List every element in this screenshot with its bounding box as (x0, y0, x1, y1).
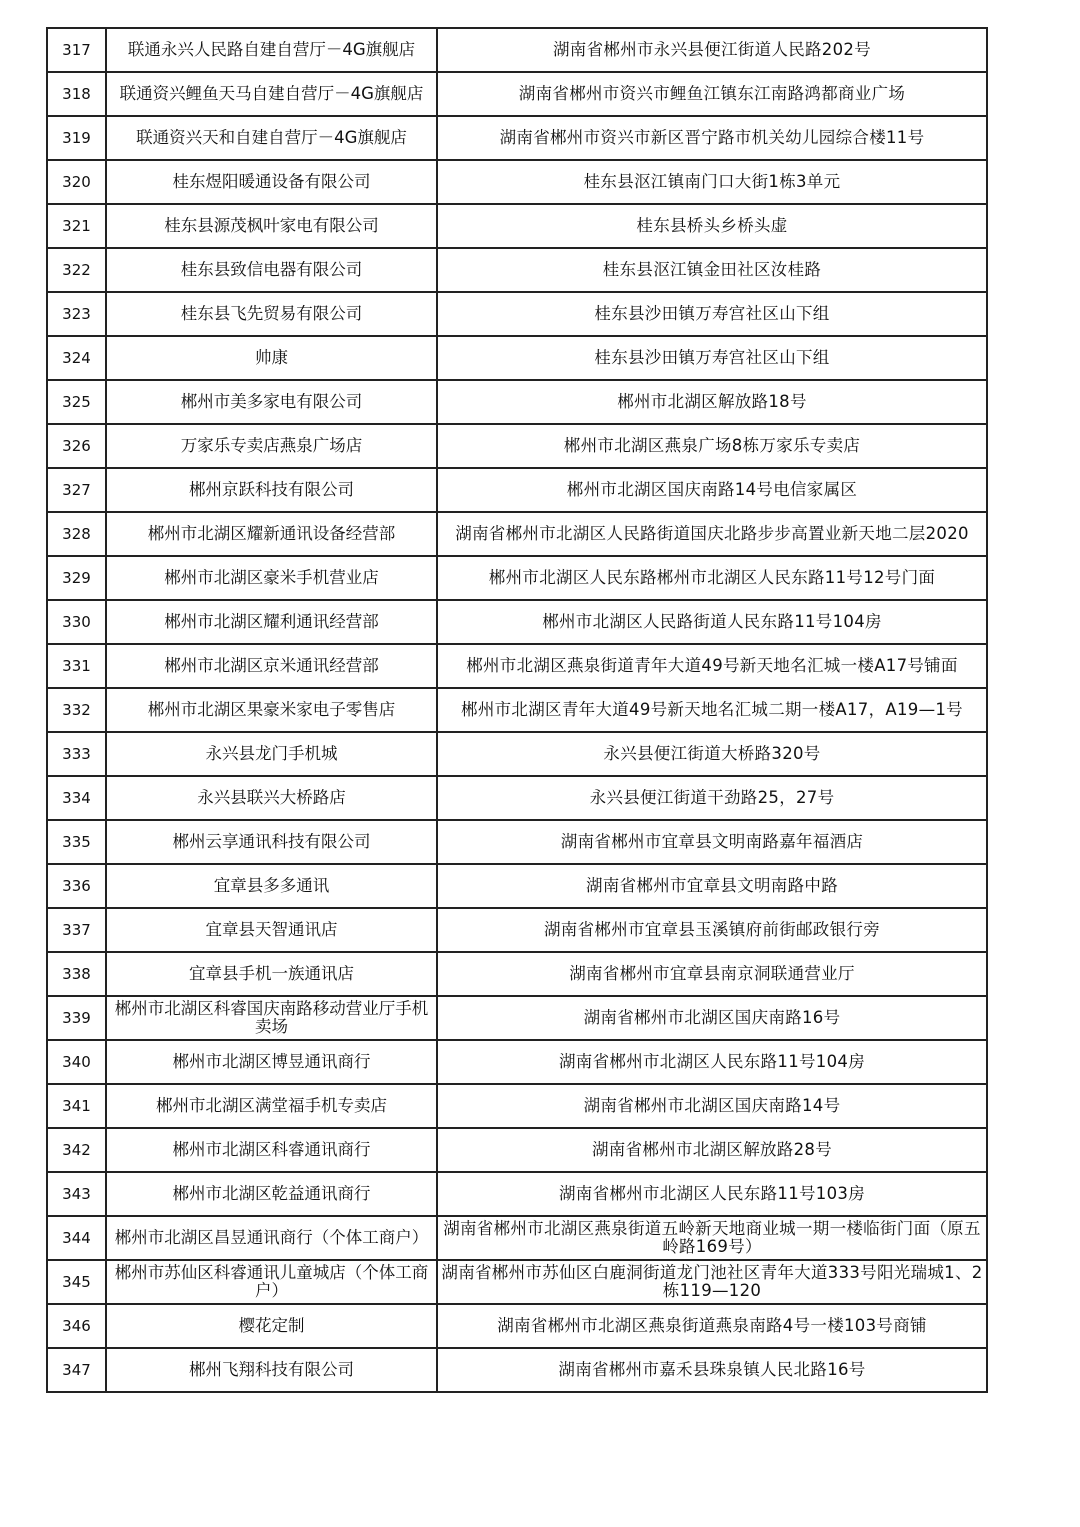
table-row (47, 424, 987, 468)
row-number-cell: 321 (47, 204, 106, 248)
store-address-cell: 湖南省郴州市北湖区人民东路11号103房 (437, 1172, 987, 1216)
row-number-cell: 320 (47, 160, 106, 204)
row-number-cell: 336 (47, 864, 106, 908)
store-name-cell: 桂东县飞先贸易有限公司 (106, 292, 437, 336)
table-row (47, 116, 987, 160)
store-address-cell: 桂东县沙田镇万寿宫社区山下组 (437, 336, 987, 380)
store-name-cell: 桂东煜阳暖通设备有限公司 (106, 160, 437, 204)
store-name-cell: 万家乐专卖店燕泉广场店 (106, 424, 437, 468)
table-row (47, 1172, 987, 1216)
store-name-cell: 桂东县源茂枫叶家电有限公司 (106, 204, 437, 248)
store-name-cell: 永兴县联兴大桥路店 (106, 776, 437, 820)
store-address-cell: 湖南省郴州市北湖区人民路街道国庆北路步步高置业新天地二层2020 (437, 512, 987, 556)
store-name-cell: 郴州市北湖区乾益通讯商行 (106, 1172, 437, 1216)
store-address-cell: 郴州市北湖区国庆南路14号电信家属区 (437, 468, 987, 512)
row-number-cell: 322 (47, 248, 106, 292)
store-name-cell: 郴州市北湖区耀新通讯设备经营部 (106, 512, 437, 556)
table-row (47, 28, 987, 72)
row-number-cell: 338 (47, 952, 106, 996)
store-address-cell: 湖南省郴州市宜章县文明南路中路 (437, 864, 987, 908)
row-number-cell: 342 (47, 1128, 106, 1172)
table-row (47, 204, 987, 248)
table-row (47, 1128, 987, 1172)
row-number-cell: 324 (47, 336, 106, 380)
store-name-cell: 郴州市美多家电有限公司 (106, 380, 437, 424)
row-number-cell: 339 (47, 996, 106, 1040)
table-row (47, 996, 987, 1040)
store-name-cell: 郴州飞翔科技有限公司 (106, 1348, 437, 1392)
table-row (47, 292, 987, 336)
store-list-table (46, 27, 988, 1393)
row-number-cell: 330 (47, 600, 106, 644)
store-name-cell: 帅康 (106, 336, 437, 380)
table-row (47, 1348, 987, 1392)
table-row (47, 380, 987, 424)
store-name-cell: 联通永兴人民路自建自营厅－4G旗舰店 (106, 28, 437, 72)
store-address-cell: 湖南省郴州市嘉禾县珠泉镇人民北路16号 (437, 1348, 987, 1392)
store-address-cell: 湖南省郴州市北湖区解放路28号 (437, 1128, 987, 1172)
store-name-cell: 郴州京跃科技有限公司 (106, 468, 437, 512)
store-name-cell: 永兴县龙门手机城 (106, 732, 437, 776)
table-row (47, 600, 987, 644)
store-name-cell: 宜章县多多通讯 (106, 864, 437, 908)
row-number-cell: 346 (47, 1304, 106, 1348)
table-row (47, 644, 987, 688)
store-name-cell: 郴州市北湖区京米通讯经营部 (106, 644, 437, 688)
row-number-cell: 345 (47, 1260, 106, 1304)
table-row (47, 820, 987, 864)
row-number-cell: 334 (47, 776, 106, 820)
store-name-cell: 郴州市北湖区昌昱通讯商行（个体工商户） (106, 1216, 437, 1260)
table-row (47, 952, 987, 996)
store-address-cell: 湖南省郴州市宜章县玉溪镇府前街邮政银行旁 (437, 908, 987, 952)
row-number-cell: 319 (47, 116, 106, 160)
table-row (47, 688, 987, 732)
store-name-cell: 郴州市苏仙区科睿通讯儿童城店（个体工商户） (106, 1260, 437, 1304)
store-name-cell: 郴州市北湖区博昱通讯商行 (106, 1040, 437, 1084)
row-number-cell: 323 (47, 292, 106, 336)
store-name-cell: 郴州市北湖区科睿通讯商行 (106, 1128, 437, 1172)
store-address-cell: 湖南省郴州市北湖区人民东路11号104房 (437, 1040, 987, 1084)
row-number-cell: 317 (47, 28, 106, 72)
table-row (47, 556, 987, 600)
store-name-cell: 樱花定制 (106, 1304, 437, 1348)
row-number-cell: 347 (47, 1348, 106, 1392)
row-number-cell: 337 (47, 908, 106, 952)
row-number-cell: 326 (47, 424, 106, 468)
store-name-cell: 郴州市北湖区耀利通讯经营部 (106, 600, 437, 644)
store-address-cell: 郴州市北湖区人民路街道人民东路11号104房 (437, 600, 987, 644)
store-address-cell: 湖南省郴州市北湖区燕泉街道燕泉南路4号一楼103号商铺 (437, 1304, 987, 1348)
row-number-cell: 331 (47, 644, 106, 688)
row-number-cell: 328 (47, 512, 106, 556)
store-address-cell: 郴州市北湖区青年大道49号新天地名汇城二期一楼A17，A19—1号 (437, 688, 987, 732)
table-row (47, 72, 987, 116)
store-address-cell: 湖南省郴州市北湖区国庆南路14号 (437, 1084, 987, 1128)
table-row (47, 336, 987, 380)
table-row (47, 248, 987, 292)
store-address-cell: 桂东县桥头乡桥头虚 (437, 204, 987, 248)
store-address-cell: 湖南省郴州市宜章县文明南路嘉年福酒店 (437, 820, 987, 864)
row-number-cell: 343 (47, 1172, 106, 1216)
store-list-body (47, 28, 987, 1392)
row-number-cell: 340 (47, 1040, 106, 1084)
store-name-cell: 联通资兴鲤鱼天马自建自营厅－4G旗舰店 (106, 72, 437, 116)
store-name-cell: 联通资兴天和自建自营厅－4G旗舰店 (106, 116, 437, 160)
store-address-cell: 桂东县沙田镇万寿宫社区山下组 (437, 292, 987, 336)
row-number-cell: 341 (47, 1084, 106, 1128)
table-row (47, 1084, 987, 1128)
table-row (47, 1304, 987, 1348)
table-row (47, 908, 987, 952)
store-address-cell: 郴州市北湖区燕泉街道青年大道49号新天地名汇城一楼A17号铺面 (437, 644, 987, 688)
table-row (47, 160, 987, 204)
store-name-cell: 郴州市北湖区科睿国庆南路移动营业厅手机卖场 (106, 996, 437, 1040)
table-row (47, 1040, 987, 1084)
store-address-cell: 湖南省郴州市北湖区燕泉街道五岭新天地商业城一期一楼临街门面（原五岭路169号） (437, 1216, 987, 1260)
store-address-cell: 郴州市北湖区燕泉广场8栋万家乐专卖店 (437, 424, 987, 468)
store-address-cell: 桂东县沤江镇南门口大街1栋3单元 (437, 160, 987, 204)
table-row (47, 776, 987, 820)
store-name-cell: 桂东县致信电器有限公司 (106, 248, 437, 292)
table-row (47, 468, 987, 512)
store-name-cell: 宜章县天智通讯店 (106, 908, 437, 952)
table-row (47, 1260, 987, 1304)
row-number-cell: 335 (47, 820, 106, 864)
store-address-cell: 湖南省郴州市宜章县南京洞联通营业厅 (437, 952, 987, 996)
table-row (47, 1216, 987, 1260)
store-address-cell: 永兴县便江街道大桥路320号 (437, 732, 987, 776)
row-number-cell: 318 (47, 72, 106, 116)
table-row (47, 864, 987, 908)
store-name-cell: 郴州云享通讯科技有限公司 (106, 820, 437, 864)
store-name-cell: 宜章县手机一族通讯店 (106, 952, 437, 996)
row-number-cell: 344 (47, 1216, 106, 1260)
store-address-cell: 湖南省郴州市北湖区国庆南路16号 (437, 996, 987, 1040)
store-name-cell: 郴州市北湖区果豪米家电子零售店 (106, 688, 437, 732)
row-number-cell: 325 (47, 380, 106, 424)
store-address-cell: 湖南省郴州市苏仙区白鹿洞街道龙门池社区青年大道333号阳光瑞城1、2栋119—120 (437, 1260, 987, 1304)
row-number-cell: 329 (47, 556, 106, 600)
store-name-cell: 郴州市北湖区豪米手机营业店 (106, 556, 437, 600)
store-name-cell: 郴州市北湖区满堂福手机专卖店 (106, 1084, 437, 1128)
row-number-cell: 327 (47, 468, 106, 512)
store-address-cell: 郴州市北湖区解放路18号 (437, 380, 987, 424)
store-address-cell: 湖南省郴州市永兴县便江街道人民路202号 (437, 28, 987, 72)
store-address-cell: 湖南省郴州市资兴市鲤鱼江镇东江南路鸿都商业广场 (437, 72, 987, 116)
table-row (47, 732, 987, 776)
store-address-cell: 郴州市北湖区人民东路郴州市北湖区人民东路11号12号门面 (437, 556, 987, 600)
row-number-cell: 333 (47, 732, 106, 776)
store-address-cell: 湖南省郴州市资兴市新区晋宁路市机关幼儿园综合楼11号 (437, 116, 987, 160)
store-address-cell: 桂东县沤江镇金田社区汝桂路 (437, 248, 987, 292)
store-address-cell: 永兴县便江街道干劲路25，27号 (437, 776, 987, 820)
table-row (47, 512, 987, 556)
row-number-cell: 332 (47, 688, 106, 732)
